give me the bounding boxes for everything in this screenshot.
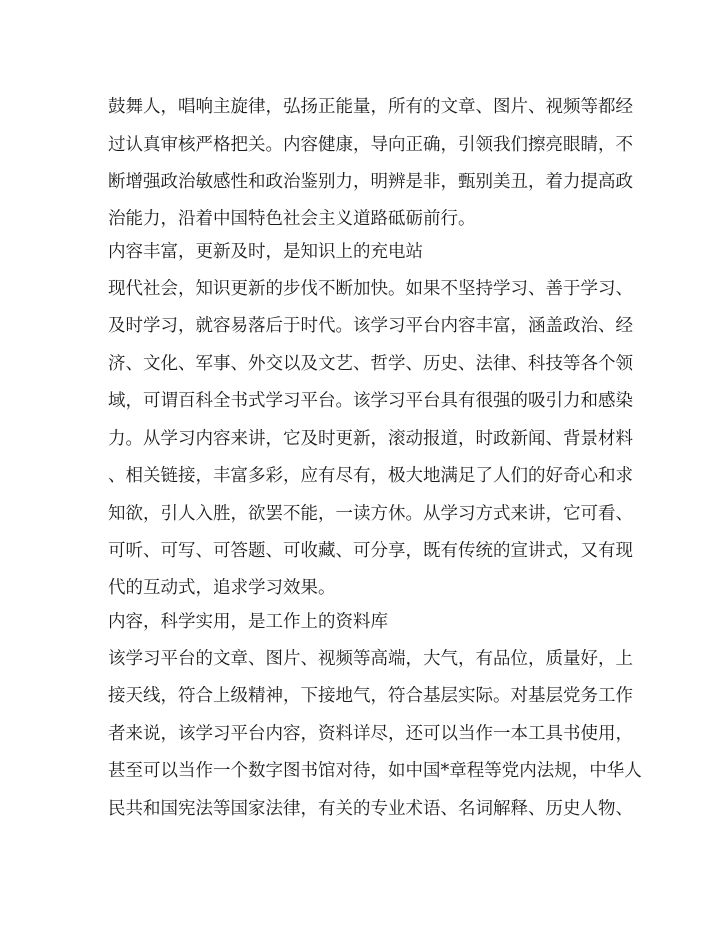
text-line: 济、文化、军事、外交以及文艺、哲学、历史、法律、科技等各个领: [108, 354, 633, 374]
text-line: 治能力，沿着中国特色社会主义道路砥砺前行。: [108, 209, 476, 229]
text-line: 力。从学习内容来讲，它及时更新，滚动报道，时政新闻、背景材料: [108, 429, 633, 449]
text-line: 过认真审核严格把关。内容健康，导向正确，引领我们擦亮眼睛，不: [108, 135, 633, 155]
text-line: 甚至可以当作一个数字图书馆对待，如中国*章程等党内法规，中华人: [108, 761, 642, 781]
text-line: 民共和国宪法等国家法律，有关的专业术语、名词解释、历史人物、: [108, 799, 633, 819]
text-line: 鼓舞人，唱响主旋律，弘扬正能量，所有的文章、图片、视频等都经: [108, 97, 633, 117]
text-line: 知欲，引人入胜，欲罢不能，一读方休。从学习方式来讲，它可看、: [108, 504, 633, 524]
text-line: 现代社会，知识更新的步伐不断加快。如果不坚持学习、善于学习、: [108, 279, 633, 299]
text-line: 及时学习，就容易落后于时代。该学习平台内容丰富，涵盖政治、经: [108, 316, 633, 336]
text-line: 该学习平台的文章、图片、视频等高端，大气，有品位，质量好，上: [108, 649, 633, 669]
section-heading: 内容丰富，更新及时，是知识上的充电站: [108, 242, 423, 262]
text-line: 接天线，符合上级精神，下接地气，符合基层实际。对基层党务工作: [108, 686, 633, 706]
section-heading: 内容，科学实用，是工作上的资料库: [108, 612, 388, 632]
text-line: 域，可谓百科全书式学习平台。该学习平台具有很强的吸引力和感染: [108, 391, 633, 411]
text-line: 、相关链接，丰富多彩，应有尽有，极大地满足了人们的好奇心和求: [108, 466, 633, 486]
text-line: 可听、可写、可答题、可收藏、可分享，既有传统的宣讲式，又有现: [108, 541, 633, 561]
text-line: 代的互动式，追求学习效果。: [108, 578, 336, 598]
text-line: 者来说，该学习平台内容，资料详尽，还可以当作一本工具书使用，: [108, 724, 633, 744]
text-line: 断增强政治敏感性和政治鉴别力，明辨是非，甄别美丑，着力提高政: [108, 172, 633, 192]
